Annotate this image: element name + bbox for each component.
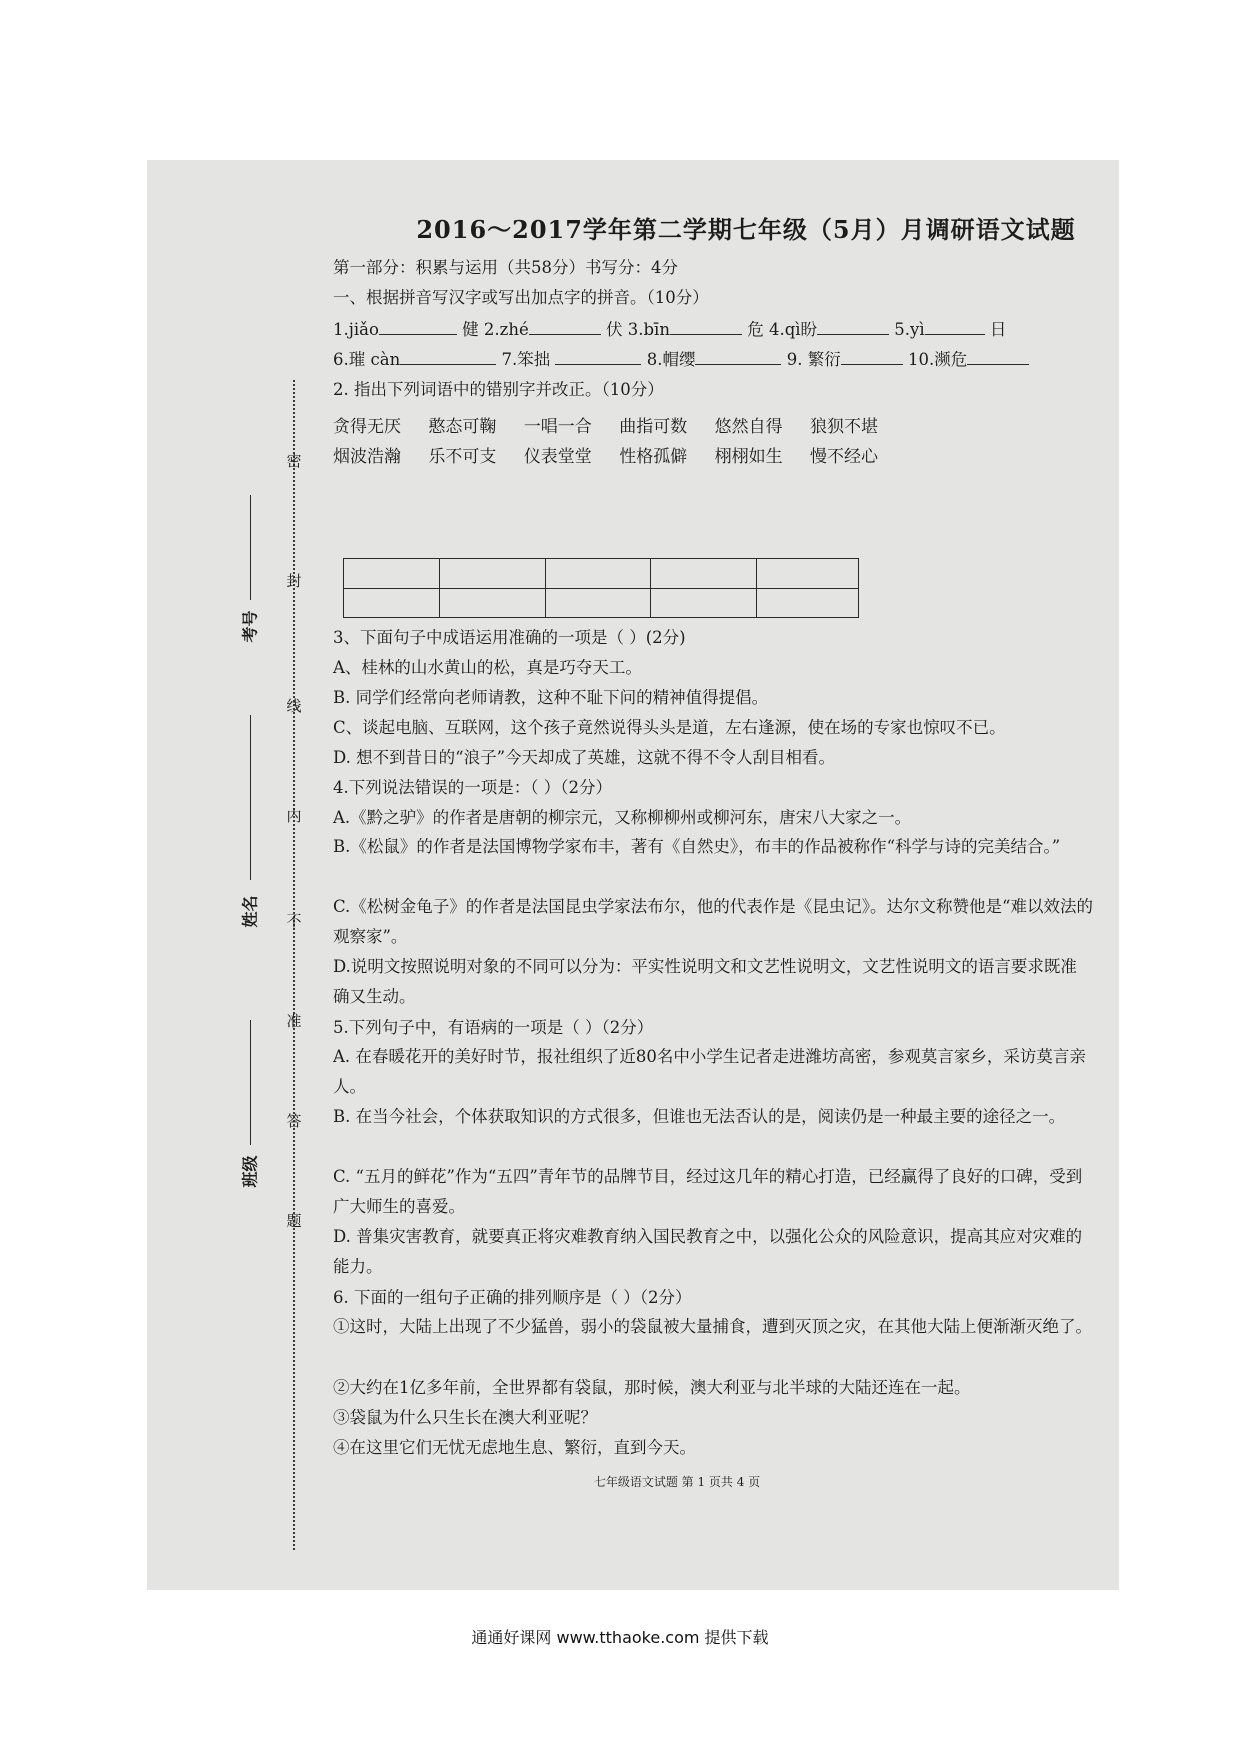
q1-heading: 一、根据拼音写汉字或写出加点字的拼音。（10分） bbox=[333, 288, 709, 307]
q6-option: ③袋鼠为什么只生长在澳大利亚呢？ bbox=[333, 1408, 597, 1427]
q1-row2 bbox=[333, 350, 1093, 369]
q5-option: A. 在春暖花开的美好时节，报社组织了近80名中小学生记者走进潍坊高密，参观莫言家乡，采访莫言亲人。 bbox=[333, 1047, 1086, 1096]
q1-item: 6.璀 càn bbox=[333, 350, 401, 369]
answer-blank bbox=[400, 350, 496, 365]
q4-option: D.说明文按照说明对象的不同可以分为：平实性说明文和文艺性说明文，文艺性说明文的语言要求既准确又生动。 bbox=[333, 957, 1077, 1006]
word-item: 烟波浩瀚 bbox=[333, 447, 401, 467]
word-item: 乐不可支 bbox=[428, 447, 497, 467]
q1-item: 7.笨拙 bbox=[501, 350, 551, 369]
seal-char: 封 bbox=[286, 572, 302, 590]
seal-char: 密 bbox=[286, 452, 302, 470]
page-number: 七年级语文试题 第 1 页共 4 页 bbox=[593, 1475, 761, 1489]
seal-dotted-line bbox=[293, 380, 295, 1550]
q3-option: C、谈起电脑、互联网，这个孩子竟然说得头头是道，左右逢源，使在场的专家也惊叹不已。 bbox=[333, 718, 1006, 737]
seal-char: 答 bbox=[286, 1112, 302, 1130]
site-footer: 通通好课网 www.tthaoke.com 提供下载 bbox=[471, 1628, 769, 1647]
word-item: 性格孤僻 bbox=[619, 447, 688, 467]
exam-number-blank bbox=[250, 495, 251, 600]
q3-heading: 3、下面句子中成语运用准确的一项是（ ）(2分) bbox=[333, 628, 686, 647]
seal-char: 线 bbox=[286, 697, 302, 715]
table-row bbox=[344, 588, 859, 618]
q1-item: 危 4.qì盼 bbox=[747, 320, 818, 339]
q1-item: 9. 繁衍 bbox=[786, 350, 841, 369]
answer-blank bbox=[925, 320, 985, 335]
q3-option: B. 同学们经常向老师请教，这种不耻下问的精神值得提倡。 bbox=[333, 688, 769, 707]
part1-heading: 第一部分：积累与运用（共58分）书写分：4分 bbox=[333, 258, 678, 277]
word-item: 悠然自得 bbox=[714, 417, 783, 437]
word-item: 曲指可数 bbox=[619, 417, 688, 437]
seal-char: 不 bbox=[286, 912, 302, 930]
q2-answer-table bbox=[343, 558, 859, 618]
answer-blank bbox=[817, 320, 889, 335]
q2-words-row2 bbox=[333, 442, 933, 467]
q6-option: ②大约在1亿多年前，全世界都有袋鼠，那时候，澳大利亚与北半球的大陆还连在一起。 bbox=[333, 1378, 971, 1397]
name-label: 姓名 bbox=[240, 895, 260, 928]
seal-char: 准 bbox=[286, 1012, 302, 1030]
answer-blank bbox=[555, 350, 641, 365]
exam-number-label: 考号 bbox=[240, 610, 260, 643]
q1-row1 bbox=[333, 320, 1093, 339]
q6-heading: 6. 下面的一组句子正确的排列顺序是（ ）（2分） bbox=[333, 1288, 692, 1307]
q3-option: A、桂林的山水黄山的松，真是巧夺天工。 bbox=[333, 658, 642, 677]
word-item: 一唱一合 bbox=[523, 417, 592, 437]
q1-item: 日 bbox=[989, 320, 1007, 339]
q4-option: A.《黔之驴》的作者是唐朝的柳宗元，又称柳柳州或柳河东，唐宋八大家之一。 bbox=[333, 808, 912, 827]
q1-item: 5.yì bbox=[894, 320, 925, 339]
name-blank bbox=[250, 715, 251, 880]
answer-blank bbox=[695, 350, 781, 365]
word-item: 贪得无厌 bbox=[333, 417, 401, 437]
q4-option: C.《松树金龟子》的作者是法国昆虫学家法布尔，他的代表作是《昆虫记》。达尔文称赞他是“难以效法的观察家”。 bbox=[333, 897, 1093, 946]
q5-option: C. “五月的鲜花”作为“五四”青年节的品牌节目，经过这几年的精心打造，已经赢得了良好的口碑，受到广大师生的喜爱。 bbox=[333, 1167, 1083, 1216]
q5-heading: 5.下列句子中，有语病的一项是（ ）（2分） bbox=[333, 1018, 654, 1037]
class-label: 班级 bbox=[240, 1155, 260, 1188]
word-item: 慢不经心 bbox=[810, 447, 879, 467]
q4-heading: 4.下列说法错误的一项是：（ ）（2分） bbox=[333, 778, 612, 797]
table-row bbox=[344, 559, 859, 589]
seal-char: 题 bbox=[286, 1212, 302, 1230]
word-item: 栩栩如生 bbox=[714, 447, 783, 467]
q6-option: ①这时，大陆上出现了不少猛兽，弱小的袋鼠被大量捕食，遭到灭顶之灾，在其他大陆上便渐渐灭绝了。 bbox=[333, 1317, 1092, 1336]
exam-photo bbox=[147, 160, 1119, 1590]
q1-item: 1.jiǎo bbox=[333, 320, 379, 339]
answer-blank bbox=[529, 320, 601, 335]
q4-option: B.《松鼠》的作者是法国博物学家布丰，著有《自然史》，布丰的作品被称作“科学与诗的完美结合。” bbox=[333, 837, 1061, 856]
q5-option: B. 在当今社会，个体获取知识的方式很多，但谁也无法否认的是，阅读仍是一种最主要的途径之一。 bbox=[333, 1107, 1066, 1126]
seal-char: 内 bbox=[286, 807, 302, 825]
answer-blank bbox=[841, 350, 903, 365]
q1-item: 健 2.zhé bbox=[462, 320, 529, 339]
answer-blank bbox=[670, 320, 742, 335]
q1-item: 伏 3.bīn bbox=[606, 320, 670, 339]
q6-option: ④在这里它们无忧无虑地生息、繁衍，直到今天。 bbox=[333, 1438, 696, 1457]
q2-words-row1 bbox=[333, 412, 933, 437]
q5-option: D. 普集灾害教育，就要真正将灾难教育纳入国民教育之中，以强化公众的风险意识，提高其应对灾难的能力。 bbox=[333, 1227, 1083, 1276]
answer-blank bbox=[379, 320, 457, 335]
class-blank bbox=[250, 1020, 251, 1145]
answer-blank bbox=[967, 350, 1029, 365]
word-item: 憨态可鞠 bbox=[428, 417, 497, 437]
q1-item: 8.帽缨 bbox=[646, 350, 696, 369]
q1-item: 10.濒危 bbox=[907, 350, 968, 369]
q3-option: D. 想不到昔日的“浪子”今天却成了英雄，这就不得不令人刮目相看。 bbox=[333, 748, 836, 767]
exam-title: 2016～2017学年第二学期七年级（5月）月调研语文试题 bbox=[416, 215, 1076, 244]
word-item: 仪表堂堂 bbox=[523, 447, 592, 467]
q2-heading: 2. 指出下列词语中的错别字并改正。（10分） bbox=[333, 380, 664, 399]
word-item: 狼狈不堪 bbox=[810, 417, 879, 437]
